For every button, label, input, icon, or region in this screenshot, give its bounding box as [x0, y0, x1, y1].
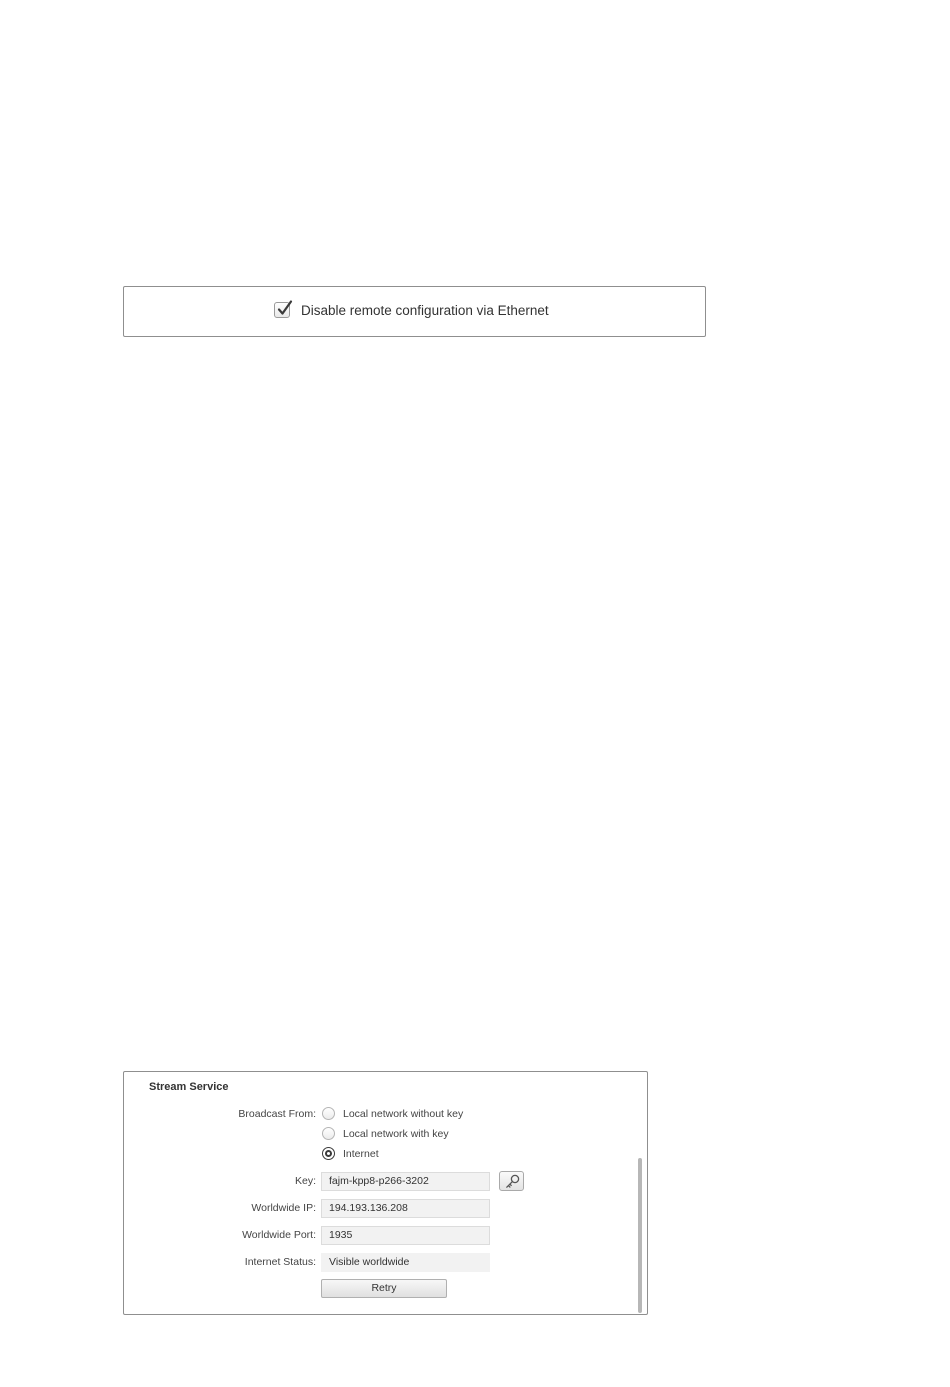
- internet-status-value: Visible worldwide: [321, 1253, 490, 1272]
- scrollbar[interactable]: [638, 1158, 642, 1313]
- key-button[interactable]: [499, 1171, 524, 1191]
- worldwide-port-label: Worldwide Port:: [242, 1229, 316, 1241]
- key-label: Key:: [294, 1175, 316, 1187]
- radio-label: Internet: [343, 1147, 379, 1160]
- radio-button[interactable]: [322, 1127, 335, 1140]
- worldwide-port-field[interactable]: 1935: [321, 1226, 490, 1245]
- disable-remote-config-checkbox[interactable]: [274, 302, 290, 318]
- radio-button[interactable]: [322, 1107, 335, 1120]
- key-field[interactable]: fajm-kpp8-p266-3202: [321, 1172, 490, 1191]
- stream-service-panel: [123, 1071, 648, 1315]
- stream-service-title: Stream Service: [149, 1081, 229, 1093]
- retry-button[interactable]: Retry: [321, 1279, 447, 1298]
- remote-config-row[interactable]: [274, 302, 549, 318]
- radio-local-without-key[interactable]: [322, 1107, 463, 1120]
- radio-local-with-key[interactable]: [322, 1127, 449, 1140]
- radio-internet[interactable]: [322, 1147, 379, 1160]
- radio-label: Local network without key: [343, 1107, 464, 1120]
- worldwide-ip-field[interactable]: 194.193.136.208: [321, 1199, 490, 1218]
- broadcast-from-label: Broadcast From:: [238, 1108, 316, 1120]
- worldwide-ip-label: Worldwide IP:: [251, 1202, 316, 1214]
- radio-label: Local network with key: [343, 1127, 449, 1140]
- remote-config-panel: [123, 286, 706, 337]
- disable-remote-config-label: Disable remote configuration via Ethernet: [301, 302, 549, 318]
- checkmark-icon: [276, 299, 293, 317]
- radio-button-selected[interactable]: [322, 1147, 335, 1160]
- key-icon: [505, 1174, 520, 1189]
- internet-status-label: Internet Status:: [244, 1256, 316, 1268]
